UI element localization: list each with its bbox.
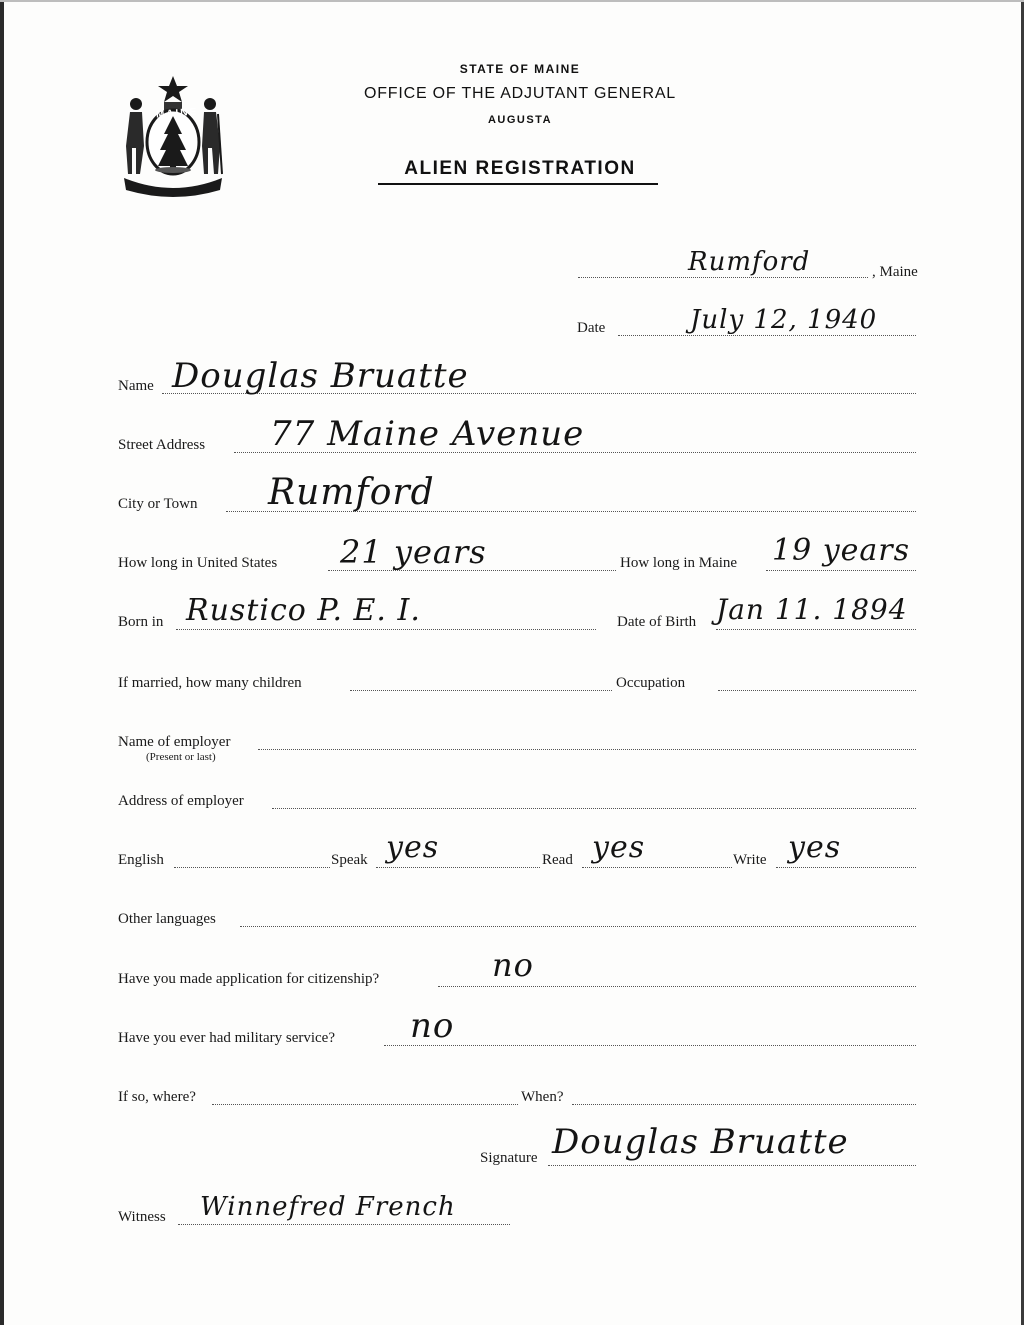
signature-value[interactable]: Douglas Bruatte [552,1122,849,1162]
speak-label: Speak [331,852,368,868]
street-address-label: Street Address [118,437,206,453]
citizenship-value[interactable]: no [492,946,534,984]
place-value[interactable]: Rumford [688,247,811,277]
military-label: Have you ever had military service? [118,1030,335,1046]
read-value[interactable]: yes [592,830,646,865]
place-line [578,277,868,278]
birth-date-line [716,629,916,630]
scan-edge-top [0,0,1024,2]
maine-duration-line [766,570,916,571]
english-line [174,867,330,868]
birthplace-value[interactable]: Rustico P. E. I. [186,593,421,628]
signature-line [548,1165,916,1166]
other-languages-line [240,926,916,927]
employer-line [258,749,916,750]
citizenship-label: Have you made application for citizenship? [118,971,380,987]
birth-date-label: Date of Birth [617,614,697,630]
speak-value[interactable]: yes [386,830,440,865]
signature-label: Signature [480,1150,538,1166]
date-label: Date [577,320,606,336]
occupation-label: Occupation [616,675,686,691]
write-line [776,867,916,868]
service-when-label: When? [521,1089,564,1105]
citizenship-line [438,986,916,987]
employer-address-line [272,808,916,809]
city-label: City or Town [118,496,198,512]
employer-label: Name of employer [118,734,231,750]
children-label: If married, how many children [118,675,302,691]
occupation-line [718,690,916,691]
maine-duration-label: How long in Maine [620,555,738,571]
service-where-label: If so, where? [118,1089,196,1105]
write-value[interactable]: yes [788,830,842,865]
military-line [384,1045,916,1046]
header-state: STATE OF MAINE [459,62,581,76]
birthplace-line [176,629,596,630]
other-languages-label: Other languages [118,911,216,927]
name-label: Name [118,378,154,394]
witness-line [178,1224,510,1225]
city-value[interactable]: Rumford [268,472,435,513]
us-duration-value[interactable]: 21 years [340,533,487,571]
witness-label: Witness [118,1209,166,1225]
witness-value[interactable]: Winnefred French [200,1192,456,1222]
header-office: OFFICE OF THE ADJUTANT GENERAL [363,85,677,102]
speak-line [376,867,540,868]
service-when-line [572,1104,916,1105]
header-city: AUGUSTA [487,114,553,126]
employer-sublabel: (Present or last) [146,751,216,763]
us-duration-label: How long in United States [118,555,278,571]
title-underline [378,183,658,185]
birthplace-label: Born in [118,614,164,630]
date-value[interactable]: July 12, 1940 [690,305,878,335]
street-address-value[interactable]: 77 Maine Avenue [270,414,585,454]
english-label: English [118,852,164,868]
date-line [618,335,916,336]
read-label: Read [542,852,573,868]
maine-duration-value[interactable]: 19 years [772,533,911,568]
scan-edge-left [0,0,4,1325]
write-label: Write [733,852,767,868]
form-title: ALIEN REGISTRATION [404,158,636,179]
seal-banner-text: MAINE [155,106,199,121]
birth-date-value[interactable]: Jan 11. 1894 [716,593,908,626]
place-suffix: , Maine [872,264,918,280]
employer-address-label: Address of employer [118,793,244,809]
maine-seal-icon [120,74,226,202]
service-where-line [212,1104,518,1105]
military-value[interactable]: no [410,1006,455,1046]
children-line [350,690,612,691]
read-line [582,867,732,868]
name-value[interactable]: Douglas Bruatte [172,356,469,396]
